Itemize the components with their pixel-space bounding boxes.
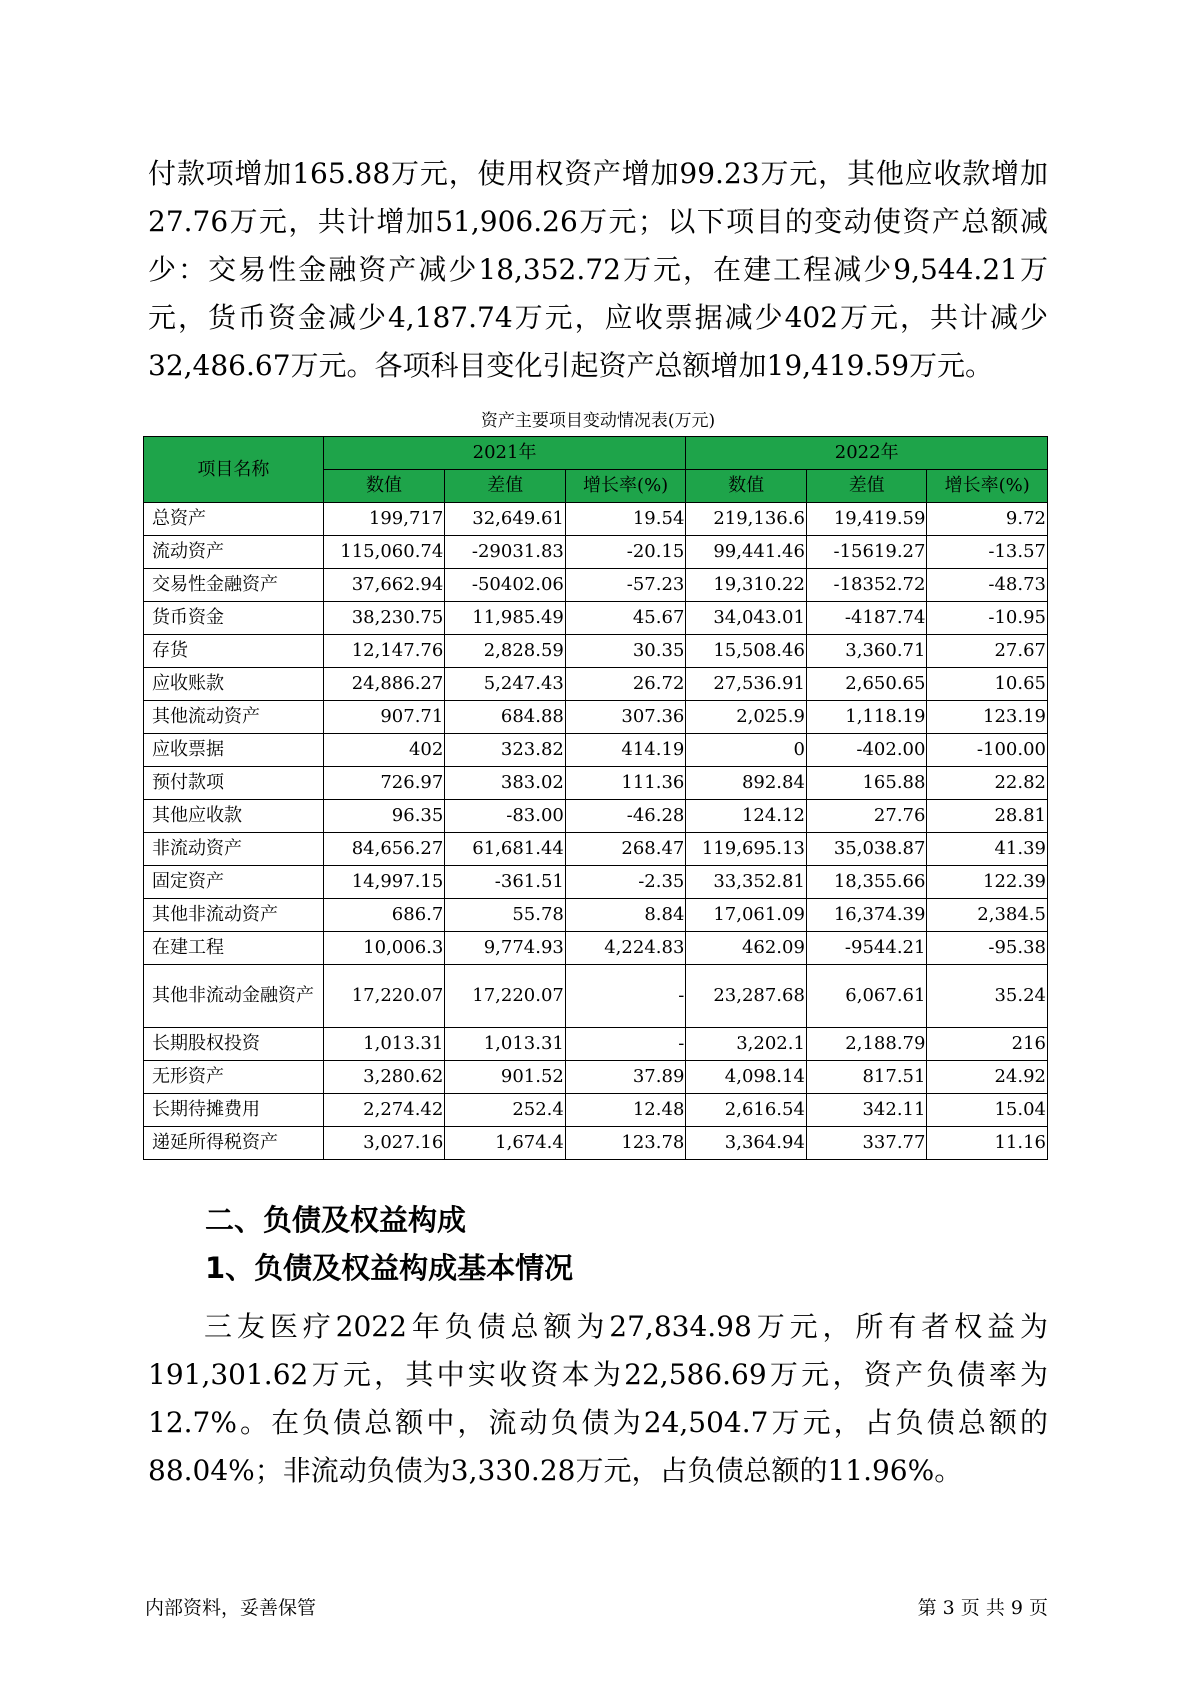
row-value: 4,224.83 xyxy=(565,932,686,965)
table-row xyxy=(144,899,1048,932)
row-value: 3,360.71 xyxy=(806,635,927,668)
row-value: -48.73 xyxy=(927,569,1048,602)
row-value: 17,220.07 xyxy=(323,965,445,1028)
row-value: 684.88 xyxy=(445,701,566,734)
table-row xyxy=(144,668,1048,701)
row-value: 342.11 xyxy=(806,1094,927,1127)
row-label: 货币资金 xyxy=(144,602,324,635)
row-value: 383.02 xyxy=(445,767,566,800)
row-value: 18,355.66 xyxy=(806,866,927,899)
row-value: -2.35 xyxy=(565,866,686,899)
row-value: 3,280.62 xyxy=(323,1061,445,1094)
row-label: 应收票据 xyxy=(144,734,324,767)
row-value: -50402.06 xyxy=(445,569,566,602)
subsection-heading: 1、负债及权益构成基本情况 xyxy=(205,1251,574,1285)
row-value: 8.84 xyxy=(565,899,686,932)
row-value: 26.72 xyxy=(565,668,686,701)
row-label: 应收账款 xyxy=(144,668,324,701)
header-year-2021: 2021年 xyxy=(323,437,686,470)
row-value: 462.09 xyxy=(686,932,807,965)
row-value: 27.67 xyxy=(927,635,1048,668)
row-value: 37.89 xyxy=(565,1061,686,1094)
row-value: 27.76 xyxy=(806,800,927,833)
row-value: 2,616.54 xyxy=(686,1094,807,1127)
header-value-2021: 数值 xyxy=(323,470,445,503)
row-value: 307.36 xyxy=(565,701,686,734)
table-body xyxy=(144,503,1048,1160)
row-value: 4,098.14 xyxy=(686,1061,807,1094)
row-value: 817.51 xyxy=(806,1061,927,1094)
row-value: 55.78 xyxy=(445,899,566,932)
row-label: 总资产 xyxy=(144,503,324,536)
row-value: 1,013.31 xyxy=(445,1028,566,1061)
row-value: 24.92 xyxy=(927,1061,1048,1094)
row-label: 预付款项 xyxy=(144,767,324,800)
row-value: 216 xyxy=(927,1028,1048,1061)
row-value: 892.84 xyxy=(686,767,807,800)
row-value: 11.16 xyxy=(927,1127,1048,1160)
row-value: 12.48 xyxy=(565,1094,686,1127)
intro-paragraph: 付款项增加165.88万元，使用权资产增加99.23万元，其他应收款增加27.76万元，共计增加51,906.26万元；以下项目的变动使资产总额减少：交易性金融资产减少18,352.72万元，在建工程减少9,544.21万元，货币资金减少4,187.74万元，应收票据减少402万元，共计减少32,486.67万元。各项科目变化引起资产总额增加19,419.59万元。 xyxy=(148,157,1048,382)
row-value: 111.36 xyxy=(565,767,686,800)
row-value: 414.19 xyxy=(565,734,686,767)
table-row xyxy=(144,767,1048,800)
row-label: 非流动资产 xyxy=(144,833,324,866)
row-value: 199,717 xyxy=(323,503,445,536)
row-value: -18352.72 xyxy=(806,569,927,602)
row-value: 99,441.46 xyxy=(686,536,807,569)
row-value: -57.23 xyxy=(565,569,686,602)
row-value: 2,274.42 xyxy=(323,1094,445,1127)
table-row xyxy=(144,701,1048,734)
row-value: 10,006.3 xyxy=(323,932,445,965)
row-value: 2,650.65 xyxy=(806,668,927,701)
row-value: 37,662.94 xyxy=(323,569,445,602)
table-row xyxy=(144,503,1048,536)
row-value: 17,061.09 xyxy=(686,899,807,932)
footer-page-number: 第 3 页 共 9 页 xyxy=(917,1597,1048,1619)
row-value: 33,352.81 xyxy=(686,866,807,899)
header-growth-2021: 增长率(%) xyxy=(565,470,686,503)
row-value: 901.52 xyxy=(445,1061,566,1094)
row-value: -20.15 xyxy=(565,536,686,569)
row-value: 268.47 xyxy=(565,833,686,866)
row-value: 402 xyxy=(323,734,445,767)
row-value: 28.81 xyxy=(927,800,1048,833)
table-row xyxy=(144,965,1048,1028)
row-value: 17,220.07 xyxy=(445,965,566,1028)
row-value: -402.00 xyxy=(806,734,927,767)
row-value: 34,043.01 xyxy=(686,602,807,635)
table-row xyxy=(144,833,1048,866)
row-value: 10.65 xyxy=(927,668,1048,701)
row-label: 流动资产 xyxy=(144,536,324,569)
row-value: 323.82 xyxy=(445,734,566,767)
row-label: 其他非流动资产 xyxy=(144,899,324,932)
table-row xyxy=(144,602,1048,635)
row-label: 固定资产 xyxy=(144,866,324,899)
row-label: 递延所得税资产 xyxy=(144,1127,324,1160)
header-item-name: 项目名称 xyxy=(144,437,324,503)
row-value: 2,384.5 xyxy=(927,899,1048,932)
row-value: 96.35 xyxy=(323,800,445,833)
liability-paragraph: 三友医疗2022年负债总额为27,834.98万元，所有者权益为191,301.62万元，其中实收资本为22,586.69万元，资产负债率为12.7%。在负债总额中，流动负债为24,504.7万元，占负债总额的88.04%；非流动负债为3,330.28万元，占负债总额的11.96%。 xyxy=(148,1310,1048,1487)
row-value: 22.82 xyxy=(927,767,1048,800)
row-value: 84,656.27 xyxy=(323,833,445,866)
row-value: 686.7 xyxy=(323,899,445,932)
row-value: 16,374.39 xyxy=(806,899,927,932)
row-value: 11,985.49 xyxy=(445,602,566,635)
row-value: 23,287.68 xyxy=(686,965,807,1028)
row-label: 长期股权投资 xyxy=(144,1028,324,1061)
row-label: 其他流动资产 xyxy=(144,701,324,734)
row-value: 115,060.74 xyxy=(323,536,445,569)
table-row xyxy=(144,1094,1048,1127)
row-value: 19,310.22 xyxy=(686,569,807,602)
row-value: - xyxy=(565,1028,686,1061)
table-row xyxy=(144,635,1048,668)
row-value: 61,681.44 xyxy=(445,833,566,866)
row-value: -361.51 xyxy=(445,866,566,899)
row-value: 27,536.91 xyxy=(686,668,807,701)
row-value: 219,136.6 xyxy=(686,503,807,536)
row-value: 9,774.93 xyxy=(445,932,566,965)
header-value-2022: 数值 xyxy=(686,470,807,503)
asset-change-table xyxy=(143,436,1048,1160)
table-row xyxy=(144,932,1048,965)
row-value: 2,828.59 xyxy=(445,635,566,668)
row-value: -10.95 xyxy=(927,602,1048,635)
row-value: 5,247.43 xyxy=(445,668,566,701)
table-row xyxy=(144,1028,1048,1061)
row-value: 3,364.94 xyxy=(686,1127,807,1160)
row-value: 124.12 xyxy=(686,800,807,833)
row-value: -46.28 xyxy=(565,800,686,833)
footer-confidential-note: 内部资料，妥善保管 xyxy=(145,1597,317,1619)
table-row xyxy=(144,866,1048,899)
row-value: -100.00 xyxy=(927,734,1048,767)
row-value: 35,038.87 xyxy=(806,833,927,866)
table-row xyxy=(144,536,1048,569)
table-row xyxy=(144,569,1048,602)
row-value: 45.67 xyxy=(565,602,686,635)
table-row xyxy=(144,734,1048,767)
row-value: 0 xyxy=(686,734,807,767)
table-caption: 资产主要项目变动情况表(万元) xyxy=(480,411,716,431)
row-label: 在建工程 xyxy=(144,932,324,965)
row-value: -29031.83 xyxy=(445,536,566,569)
row-value: -15619.27 xyxy=(806,536,927,569)
header-growth-2022: 增长率(%) xyxy=(927,470,1048,503)
row-value: 15,508.46 xyxy=(686,635,807,668)
row-value: 35.24 xyxy=(927,965,1048,1028)
row-value: 38,230.75 xyxy=(323,602,445,635)
row-label: 其他非流动金融资产 xyxy=(144,965,324,1028)
row-value: 252.4 xyxy=(445,1094,566,1127)
row-value: 123.78 xyxy=(565,1127,686,1160)
row-value: -13.57 xyxy=(927,536,1048,569)
row-value: 123.19 xyxy=(927,701,1048,734)
row-value: 19,419.59 xyxy=(806,503,927,536)
header-diff-2021: 差值 xyxy=(445,470,566,503)
row-value: 3,027.16 xyxy=(323,1127,445,1160)
row-value: 15.04 xyxy=(927,1094,1048,1127)
row-value: 2,188.79 xyxy=(806,1028,927,1061)
row-value: 32,649.61 xyxy=(445,503,566,536)
row-value: 122.39 xyxy=(927,866,1048,899)
row-value: 41.39 xyxy=(927,833,1048,866)
row-value: 2,025.9 xyxy=(686,701,807,734)
row-value: 1,013.31 xyxy=(323,1028,445,1061)
row-value: 24,886.27 xyxy=(323,668,445,701)
row-value: 12,147.76 xyxy=(323,635,445,668)
row-value: -4187.74 xyxy=(806,602,927,635)
row-value: 337.77 xyxy=(806,1127,927,1160)
row-label: 无形资产 xyxy=(144,1061,324,1094)
row-value: 3,202.1 xyxy=(686,1028,807,1061)
header-diff-2022: 差值 xyxy=(806,470,927,503)
row-label: 长期待摊费用 xyxy=(144,1094,324,1127)
row-value: 14,997.15 xyxy=(323,866,445,899)
header-year-2022: 2022年 xyxy=(686,437,1048,470)
table-row xyxy=(144,1061,1048,1094)
row-value: - xyxy=(565,965,686,1028)
row-value: -83.00 xyxy=(445,800,566,833)
section-heading: 二、负债及权益构成 xyxy=(205,1203,467,1237)
row-value: 1,118.19 xyxy=(806,701,927,734)
row-value: 1,674.4 xyxy=(445,1127,566,1160)
table-row xyxy=(144,1127,1048,1160)
row-value: 9.72 xyxy=(927,503,1048,536)
row-value: -9544.21 xyxy=(806,932,927,965)
row-value: 907.71 xyxy=(323,701,445,734)
row-value: 726.97 xyxy=(323,767,445,800)
row-value: -95.38 xyxy=(927,932,1048,965)
row-value: 6,067.61 xyxy=(806,965,927,1028)
row-label: 存货 xyxy=(144,635,324,668)
row-value: 165.88 xyxy=(806,767,927,800)
row-value: 119,695.13 xyxy=(686,833,807,866)
row-label: 其他应收款 xyxy=(144,800,324,833)
row-value: 19.54 xyxy=(565,503,686,536)
row-label: 交易性金融资产 xyxy=(144,569,324,602)
row-value: 30.35 xyxy=(565,635,686,668)
table-row xyxy=(144,800,1048,833)
